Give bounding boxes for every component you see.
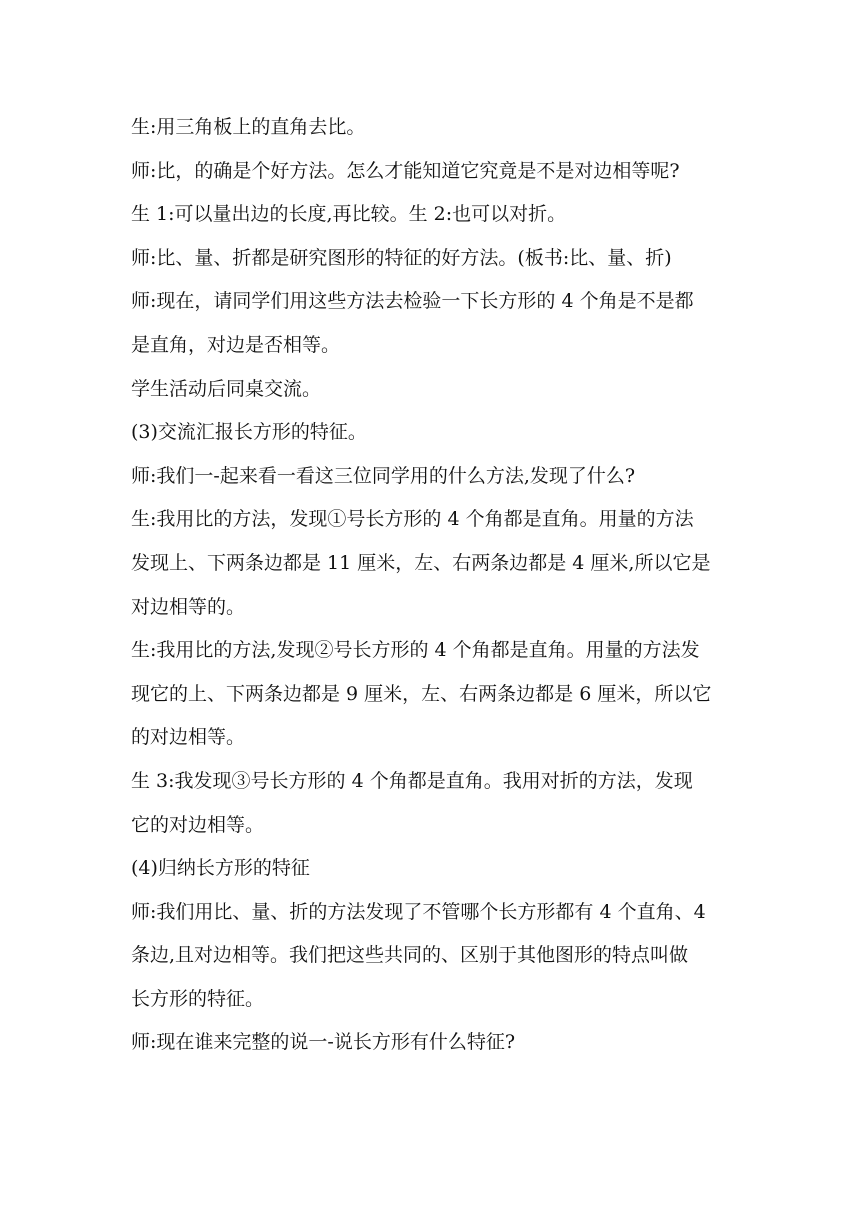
text-line: 现它的上、下两条边都是 9 厘米，左、右两条边都是 6 厘米，所以它 bbox=[131, 682, 712, 705]
text-line: 对边相等的。 bbox=[131, 595, 246, 618]
text-line: 生:我用比的方法，发现①号长方形的 4 个角都是直角。用量的方法 bbox=[131, 508, 694, 531]
text-line: 生 1:可以量出边的长度,再比较。生 2:也可以对折。 bbox=[131, 203, 567, 226]
text-line: 长方形的特征。 bbox=[131, 987, 265, 1010]
text-line: 条边,且对边相等。我们把这些共同的、区别于其他图形的特点叫做 bbox=[131, 944, 689, 967]
text-line: 师:现在，请同学们用这些方法去检验一下长方形的 4 个角是不是都 bbox=[131, 290, 694, 313]
text-line: 师:比、量、折都是研究图形的特征的好方法。(板书:比、量、折) bbox=[131, 246, 672, 269]
text-line: 师:现在谁来完整的说一-说长方形有什么特征? bbox=[131, 1031, 516, 1054]
text-line: 生:我用比的方法,发现②号长方形的 4 个角都是直角。用量的方法发 bbox=[131, 639, 700, 662]
text-line: 生:用三角板上的直角去比。 bbox=[131, 116, 366, 138]
section-heading: (4)归纳长方形的特征 bbox=[131, 857, 310, 880]
text-line: 师:比，的确是个好方法。怎么才能知道它究竟是不是对边相等呢? bbox=[131, 159, 680, 182]
text-line: 师:我们用比、量、折的方法发现了不管哪个长方形都有 4 个直角、4 bbox=[131, 900, 706, 923]
document-body bbox=[131, 106, 736, 1065]
text-line: 是直角，对边是否相等。 bbox=[131, 333, 341, 356]
text-line: 它的对边相等。 bbox=[131, 813, 265, 836]
text-line: 的对边相等。 bbox=[131, 726, 246, 749]
text-line: 师:我们一-起来看一看这三位同学用的什么方法,发现了什么? bbox=[131, 464, 636, 487]
text-line: 学生活动后同桌交流。 bbox=[131, 377, 322, 400]
text-line: 生 3:我发现③号长方形的 4 个角都是直角。我用对折的方法，发现 bbox=[131, 769, 693, 792]
text-line: 发现上、下两条边都是 11 厘米，左、右两条边都是 4 厘米,所以它是 bbox=[131, 551, 711, 574]
section-heading: (3)交流汇报长方形的特征。 bbox=[131, 421, 367, 444]
